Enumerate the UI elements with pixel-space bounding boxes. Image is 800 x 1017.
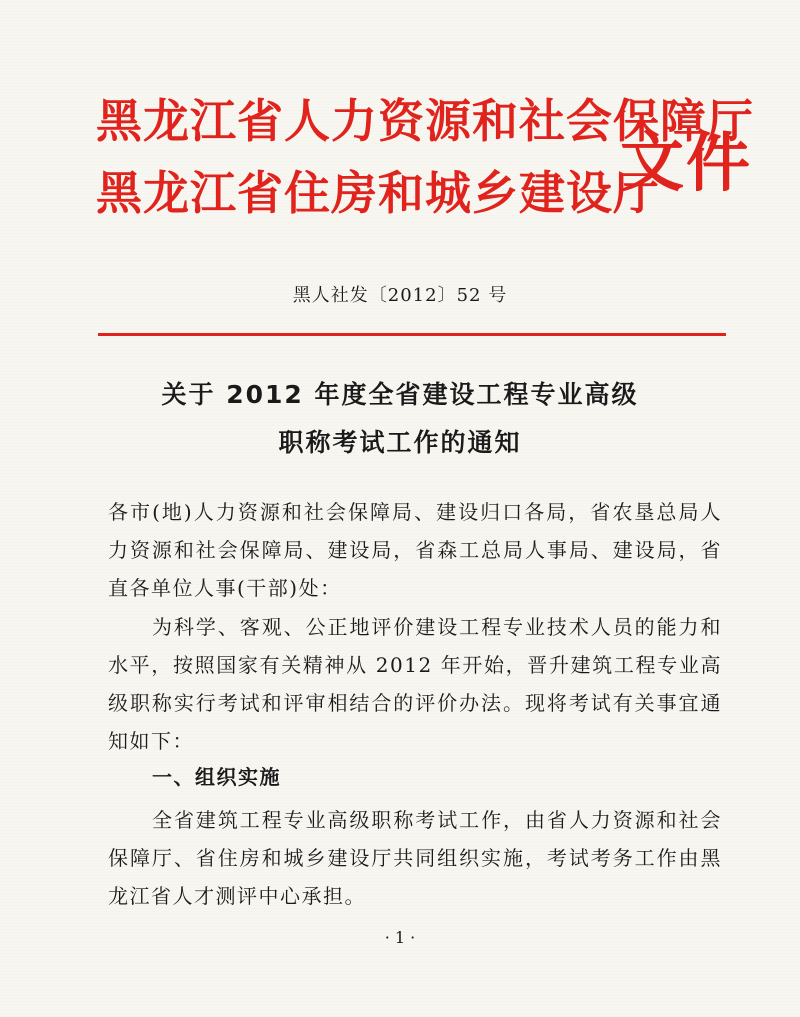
document-type-label: 文件	[620, 127, 752, 201]
section-paragraph-organization: 全省建筑工程专业高级职称考试工作，由省人力资源和社会保障厅、省住房和城乡建设厅共同组织实施，考试考务工作由黑龙江省人才测评中心承担。	[108, 808, 722, 908]
page-number: · 1 ·	[384, 928, 416, 947]
red-divider-line	[98, 333, 726, 336]
issuer-line-2: 黑龙江省住房和城乡建设厅	[96, 166, 660, 220]
intro-paragraph: 为科学、客观、公正地评价建设工程专业技术人员的能力和水平，按照国家有关精神从 2012 年开始，晋升建筑工程专业高级职称实行考试和评审相结合的评价办法。现将考试有关事宜通知如下：	[108, 615, 722, 753]
document-title-line-1: 关于 2012 年度全省建设工程专业高级	[161, 380, 639, 409]
issuer-header	[96, 92, 754, 242]
document-number: 黑人社发〔2012〕52 号	[292, 285, 508, 306]
document-title-line-2: 职称考试工作的通知	[278, 428, 522, 457]
section-heading-organization: 一、组织实施	[152, 765, 281, 789]
addressee: 各市(地)人力资源和社会保障局、建设归口各局，省农垦总局人力资源和社会保障局、建设局，省森工总局人事局、建设局，省直各单位人事(干部)处：	[108, 500, 722, 600]
issuer-line-1: 黑龙江省人力资源和社会保障厅	[96, 94, 754, 148]
